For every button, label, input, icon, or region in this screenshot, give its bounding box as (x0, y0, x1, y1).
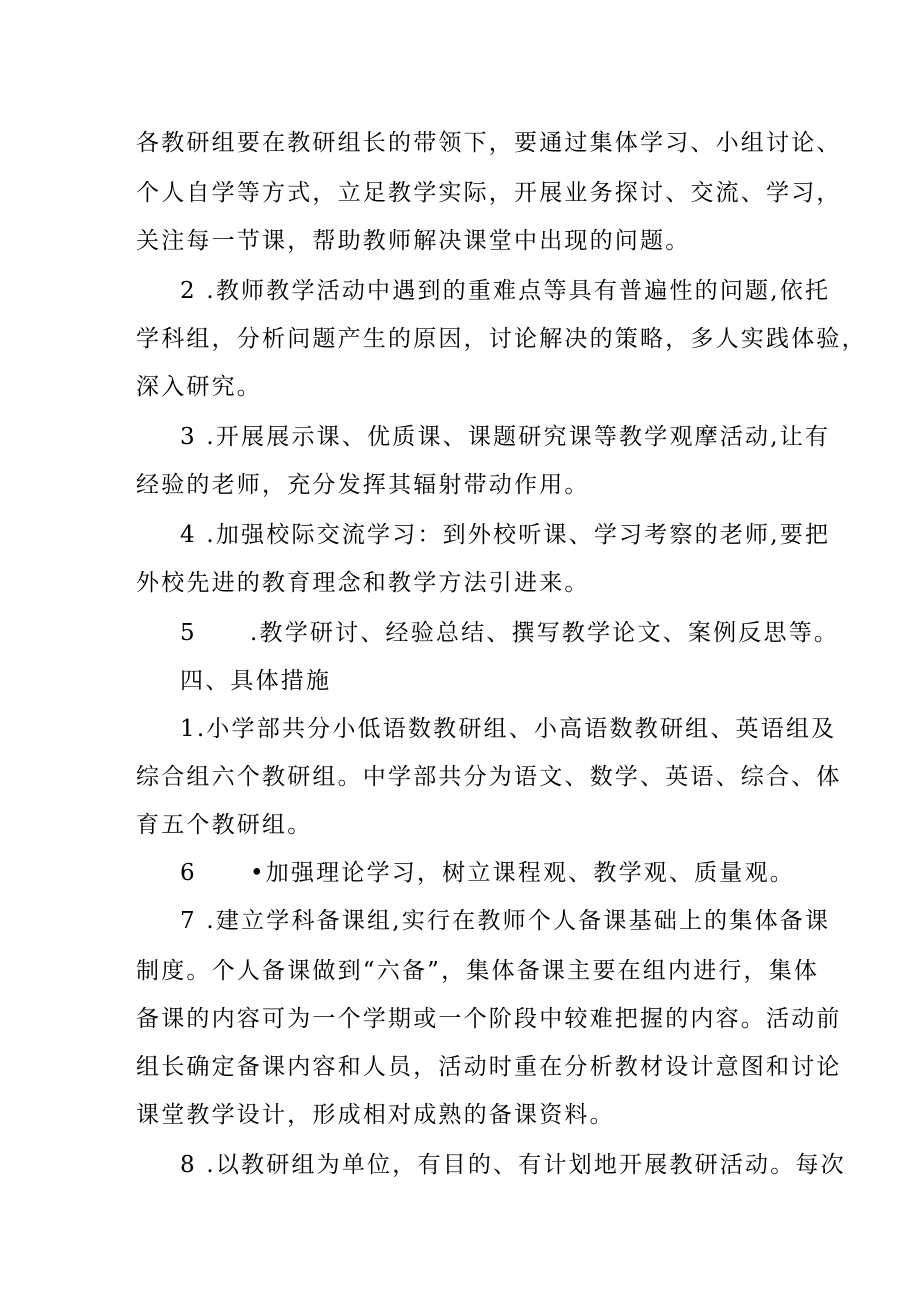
paragraph-line: 备课的内容可为一个学期或一个阶段中较难把握的内容。活动前 (136, 1006, 842, 1032)
item-number: 5 (180, 620, 197, 646)
paragraph-line: 学科组，分析问题产生的原因，讨论解决的策略，多人实践体验， (136, 326, 867, 352)
numbered-line (180, 858, 795, 888)
paragraph-line: 经验的老师，充分发挥其辐射带动作用。 (136, 472, 590, 498)
paragraph-line: 8 .以教研组为单位，有目的、有计划地开展教研活动。每次 (180, 1152, 846, 1178)
item-text: .教学研讨、经验总结、撰写教学论文、案例反思等。 (250, 620, 840, 646)
section-heading: 四、具体措施 (180, 668, 332, 694)
paragraph-line: 7 .建立学科备课组,实行在教师个人备课基础上的集体备课 (180, 908, 831, 934)
paragraph-line: 深入研究。 (136, 374, 262, 400)
paragraph-line: 制度。个人备课做到“六备”，集体备课主要在组内进行，集体 (136, 958, 820, 984)
item-text: •加强理论学习，树立课程观、教学观、质量观。 (250, 860, 795, 886)
paragraph-line: 综合组六个教研组。中学部共分为语文、数学、英语、综合、体 (136, 764, 842, 790)
paragraph-line: 各教研组要在教研组长的带领下，要通过集体学习、小组讨论、 (136, 130, 842, 156)
paragraph-line: 育五个教研组。 (136, 812, 313, 838)
paragraph-line: 组长确定备课内容和人员，活动时重在分析教材设计意图和讨论 (136, 1054, 842, 1080)
numbered-line (180, 618, 839, 648)
paragraph-line: 3 .开展展示课、优质课、课题研究课等教学观摩活动,让有 (180, 424, 831, 450)
paragraph-line: 1.小学部共分小低语数教研组、小高语数教研组、英语组及 (180, 716, 837, 742)
paragraph-line: 关注每一节课，帮助教师解决课堂中出现的问题。 (136, 228, 691, 254)
paragraph-line: 2 .教师教学活动中遇到的重难点等具有普遍性的问题,依托 (180, 278, 831, 304)
paragraph-line: 4 .加强校际交流学习：到外校听课、学习考察的老师,要把 (180, 522, 831, 548)
paragraph-line: 外校先进的教育理念和教学方法引进来。 (136, 570, 590, 596)
paragraph-line: 课堂教学设计，形成相对成熟的备课资料。 (136, 1102, 615, 1128)
item-number: 6 (180, 860, 197, 886)
paragraph-line: 个人自学等方式，立足教学实际，开展业务探讨、交流、学习， (136, 180, 842, 206)
